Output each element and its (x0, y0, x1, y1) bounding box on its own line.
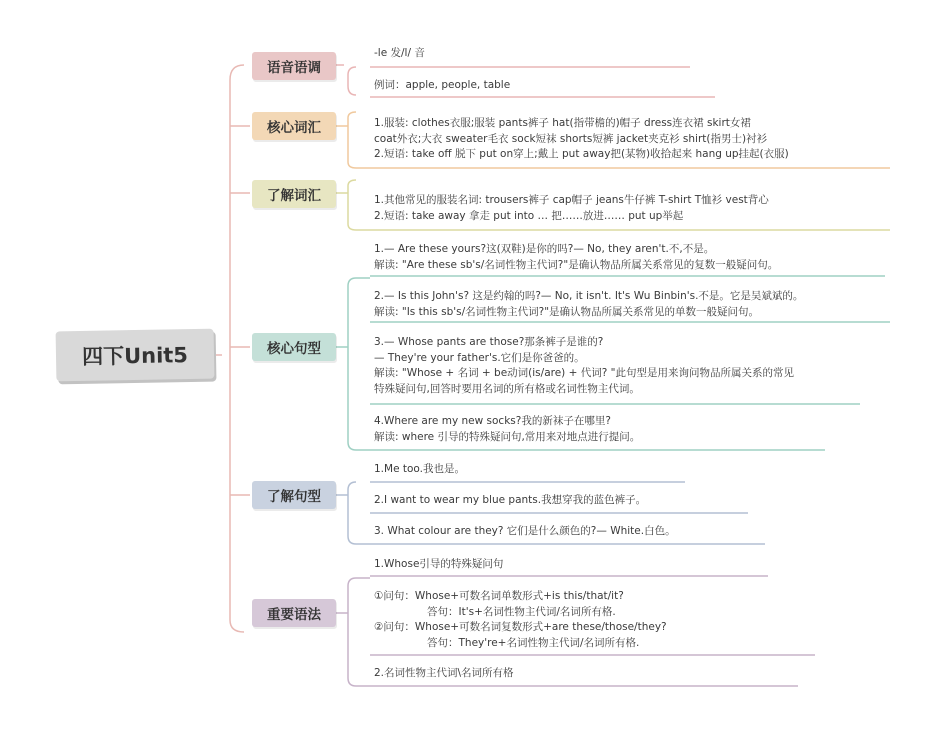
root-node: 四下Unit5 (56, 329, 215, 382)
leaf-core-vocabulary: 1.服装: clothes衣服;服装 pants裤子 hat(指带檐的)帽子 dress连衣裙 skirt女裙 coat外衣;大衣 sweater毛衣 sock短袜 shorts短裤 jacket夹克衫 shirt(指男士)衬衫 2.短语: take off 脱下 put on穿上;戴上 put away把(某物)收拾起来 hang up挂起(衣服) (374, 117, 789, 160)
leaf-grammar-1: 1.Whose引导的特殊疑问句 (374, 558, 504, 570)
leaf-extra-vocabulary: 1.其他常见的服装名词: trousers裤子 cap帽子 jeans牛仔裤 T-shirt T恤衫 vest背心 2.短语: take away 拿走 put into … 把……放进…… put up举起 (374, 194, 769, 222)
branch-core-vocabulary: 核心词汇 (252, 112, 336, 140)
leaf-core-sentence-3: 3.— Whose pants are those?那条裤子是谁的? — They're your father's.它们是你爸爸的。 解读: "Whose + 名词 + be动词(is/are) + 代词? "此句型是用来询问物品所属关系的常见 特殊疑问句,回答时要用名词的所有格或名词性物主代词。 (374, 336, 794, 395)
branch-extra-sentences: 了解句型 (252, 481, 336, 509)
leaf-extra-sentence-1: 1.Me too.我也是。 (374, 463, 465, 475)
leaf-core-sentence-1: 1.— Are these yours?这(双鞋)是你的吗?— No, they aren't.不,不是。 解读: "Are these sb's/名词性物主代词?"是确认物品所属关系常见的复数一般疑问句。 (374, 243, 779, 271)
branch-extra-vocabulary: 了解词汇 (252, 180, 336, 208)
leaf-extra-sentence-2: 2.I want to wear my blue pants.我想穿我的蓝色裤子。 (374, 494, 647, 506)
branch-phonics: 语音语调 (252, 52, 336, 80)
branch-grammar: 重要语法 (252, 599, 336, 627)
branch-core-sentences: 核心句型 (252, 333, 336, 361)
leaf-core-sentence-4: 4.Where are my new socks?我的新袜子在哪里? 解读: where 引导的特殊疑问句,常用来对地点进行提问。 (374, 415, 641, 443)
leaf-grammar-patterns: ①问句：Whose+可数名词单数形式+is this/that/it? 答句：It's+名词性物主代词/名词所有格. ②问句：Whose+可数名词复数形式+are these/those/they? 答句：They're+名词性物主代词/名词所有格. (374, 590, 667, 649)
leaf-phonics-sound: -le 发/l/ 音 (374, 47, 425, 59)
leaf-phonics-examples: 例词：apple, people, table (374, 79, 511, 91)
leaf-grammar-2: 2.名词性物主代词\名词所有格 (374, 667, 514, 679)
leaf-extra-sentence-3: 3. What colour are they? 它们是什么颜色的?— White.白色。 (374, 525, 676, 537)
leaf-core-sentence-2: 2.— Is this John's? 这是约翰的吗?— No, it isn't. It's Wu Binbin's.不是。它是吴斌斌的。 解读: "Is this sb's/名词性物主代词?"是确认物品所属关系常见的单数一般疑问句。 (374, 290, 804, 318)
